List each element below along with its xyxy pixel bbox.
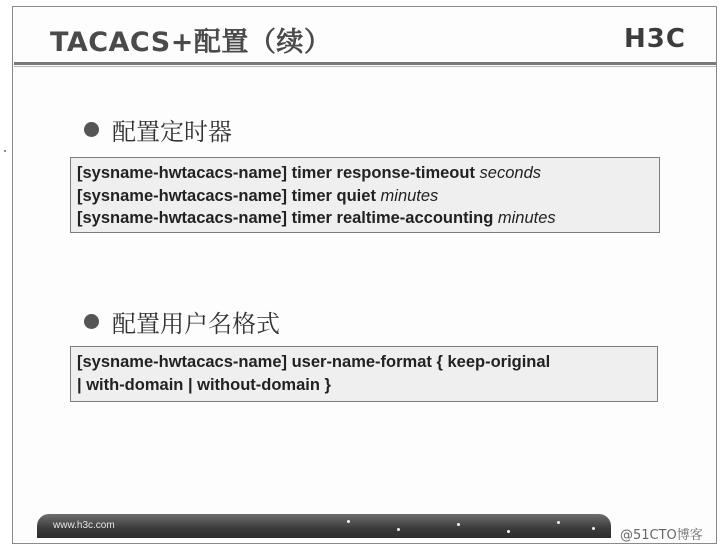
command-argument: seconds [479,164,542,182]
bullet-timer-config [84,112,232,147]
footer-bar [37,514,611,538]
decorative-spark [592,527,595,530]
code-line [77,351,651,374]
decorative-spark [457,523,460,526]
code-block-username-format [70,346,658,402]
title-divider [14,62,716,65]
bullet-dot-icon [84,122,99,137]
bullet-heading: 配置定时器 [112,118,232,146]
watermark: @51CTO博客 [620,528,703,543]
decorative-spark [557,521,560,524]
code-block-timer [70,157,660,233]
code-line [77,374,651,397]
command-text: [sysname-hwtacacs-name] timer quiet [77,186,381,205]
command-text: [sysname-hwtacacs-name] user-name-format { keep-original [77,353,551,371]
bullet-heading: 配置用户名格式 [112,310,280,338]
decorative-spark [507,530,510,533]
footer-url: www.h3c.com [53,520,115,531]
command-argument: minutes [497,209,556,227]
code-line [77,207,653,230]
decorative-spark [397,528,400,531]
command-text: [sysname-hwtacacs-name] timer response-timeout [77,164,480,182]
command-argument: minutes [380,186,439,205]
bullet-username-format [84,304,280,339]
code-line [77,162,653,185]
bullet-dot-icon [84,314,99,329]
command-text: [sysname-hwtacacs-name] timer realtime-accounting [77,209,498,227]
code-line [77,185,653,208]
slide-title: TACACS+配置（续） [50,27,332,58]
command-text: | with-domain | without-domain } [77,375,331,394]
slide [12,6,717,544]
title-divider-thin [14,66,716,67]
decorative-spark [347,520,350,523]
h3c-logo: H3C [624,24,686,54]
scan-mark [4,150,6,152]
